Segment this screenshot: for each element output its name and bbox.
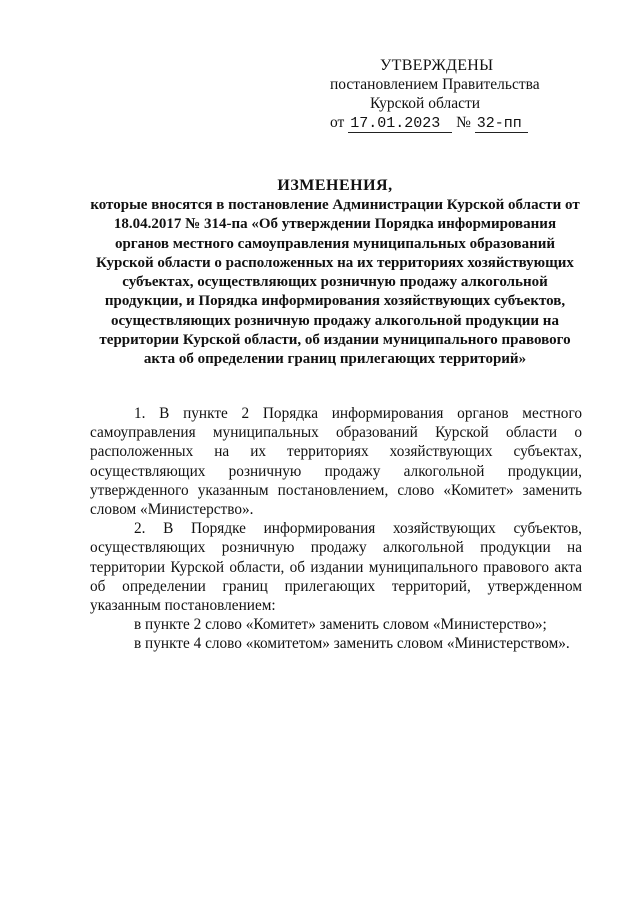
number-prefix: № bbox=[456, 114, 471, 131]
date-prefix: от bbox=[330, 114, 345, 131]
paragraph-2: 2. В Порядке информирования хозяйствующих субъектов, осуществляющих розничную продажу алкогольной продукции на территории Курской области, об издании муниципального правового акта об определении границ прилегающих территорий, утвержденном указанным постановлением: bbox=[90, 520, 582, 615]
approval-stamp bbox=[330, 56, 590, 133]
document-heading bbox=[90, 176, 580, 370]
approval-number: 32-пп bbox=[475, 115, 528, 133]
paragraph-1: 1. В пункте 2 Порядка информирования органов местного самоуправления муниципальных образований Курской области о расположенных на их территориях хозяйствующих субъектах, осуществляющих розничную продажу алкогольной продукции, утвержденного указанным постановлением, слово «Комитет» заменить словом «Министерство». bbox=[90, 405, 582, 519]
list-item-1: в пункте 2 слово «Комитет» заменить словом «Министерство»; bbox=[134, 616, 547, 634]
list-item-2: в пункте 4 слово «комитетом» заменить словом «Министерством». bbox=[134, 635, 570, 653]
document-title: ИЗМЕНЕНИЯ, bbox=[277, 177, 393, 194]
approval-date: 17.01.2023 bbox=[348, 115, 452, 133]
approval-region-line: Курской области bbox=[370, 95, 481, 112]
document-subtitle: которые вносятся в постановление Администрации Курской области от 18.04.2017 № 314-па «Об утверждении Порядка информирования органов местного самоуправления муниципальных образований Курской области о расположенных на их территориях хозяйствующих субъектах, осуществляющих розничную продажу алкогольной продукции, и Порядка информирования хозяйствующих субъектов, осуществляющих розничную продажу алкогольной продукции на территории Курской области, об издании муниципального правового акта об определении границ прилегающих территорий» bbox=[90, 197, 580, 368]
document-body bbox=[90, 404, 582, 654]
approval-authority-line: постановлением Правительства bbox=[330, 76, 540, 93]
approval-title: УТВЕРЖДЕНЫ bbox=[380, 57, 494, 74]
approval-date-row bbox=[330, 113, 590, 133]
